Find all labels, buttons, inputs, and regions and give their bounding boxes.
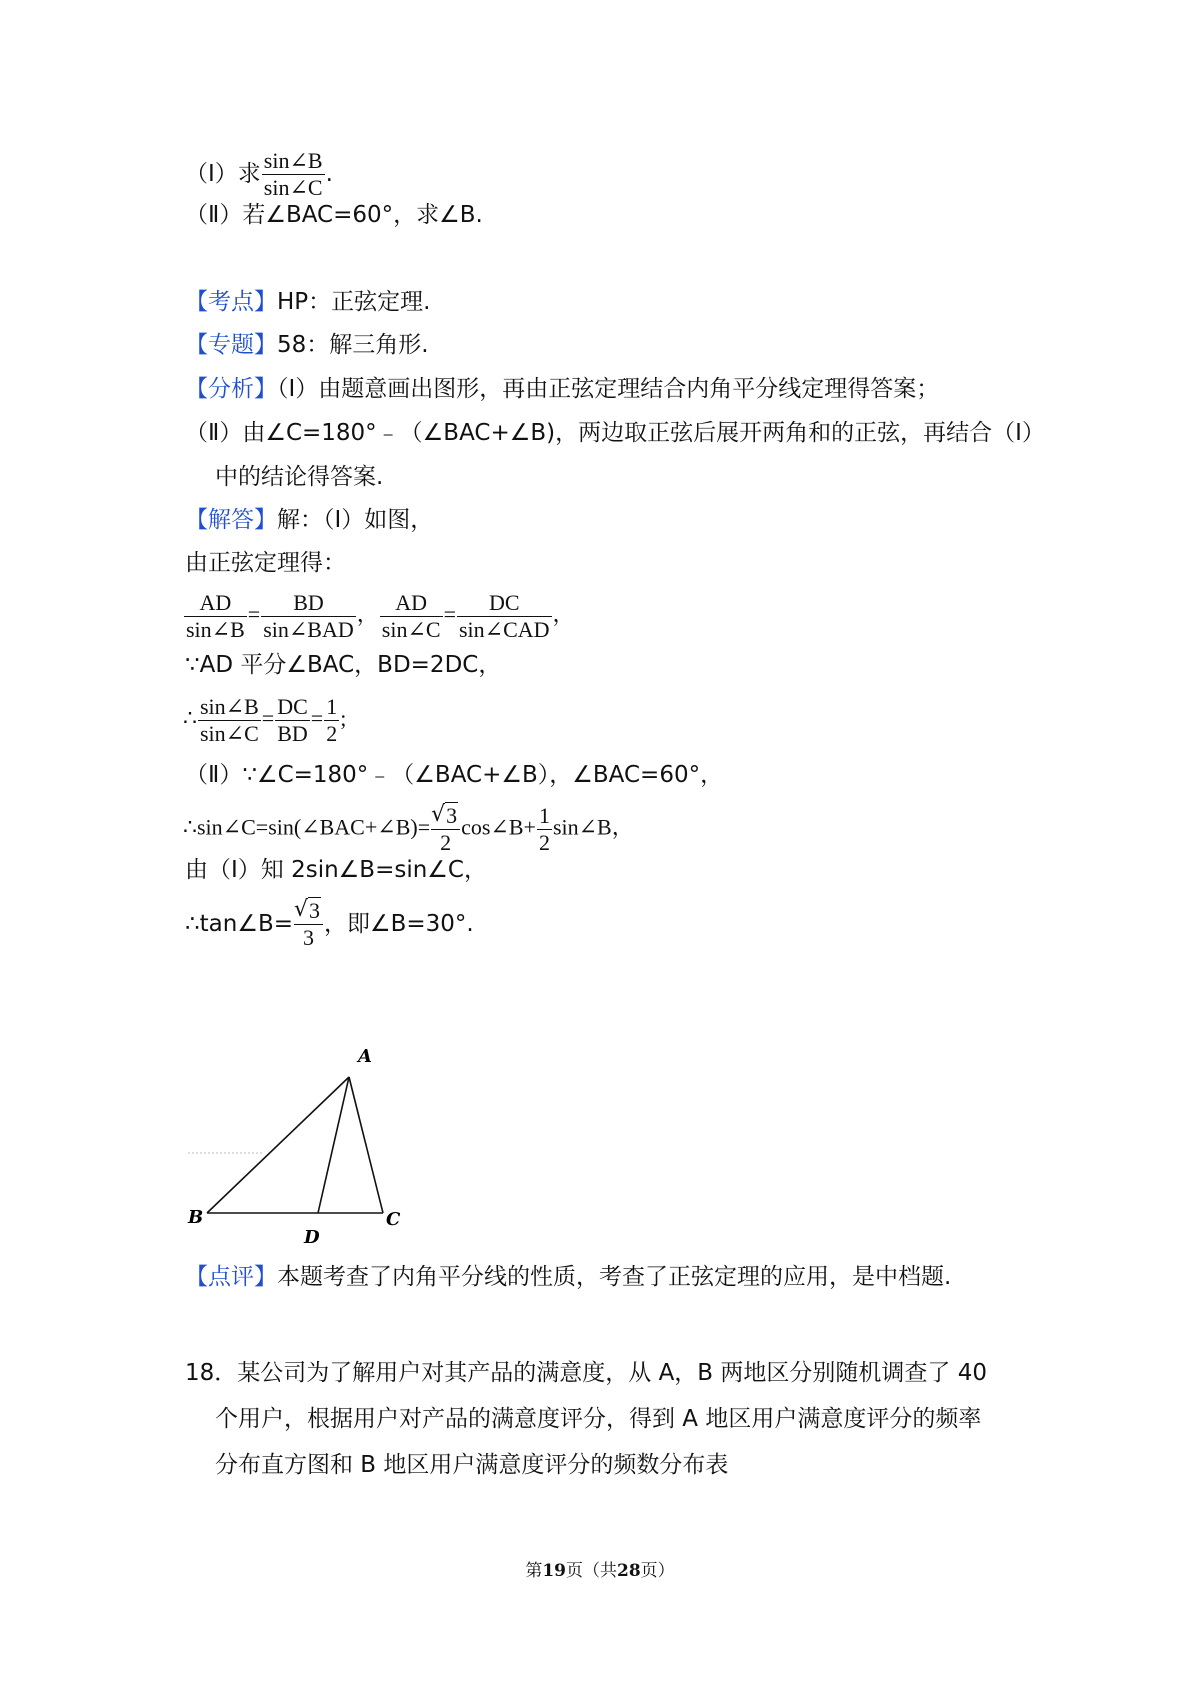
since-line: ∵AD 平分∠BAC，BD=2DC，: [185, 652, 502, 678]
fraction-half: $\frac{1}{2}$: [538, 803, 550, 855]
side-AB: [207, 1077, 349, 1213]
fenxi-line3: 中的结论得答案.: [215, 464, 384, 490]
jieda-tag: 【解答】: [185, 507, 277, 533]
part2-solution-line: （Ⅱ）∵∠C=180°﹣（∠BAC+∠B），∠BAC=60°，: [185, 762, 724, 788]
fraction-AD-sinB: $\frac{AD}{\sin\angle B}$: [186, 590, 245, 642]
expand-line: ∴sin∠C=sin(∠BAC+∠B)= √ $\frac{3}{2}$ cos∠B+ $\frac{1}{2}$ sin∠B，: [183, 803, 634, 856]
part1-label: （Ⅰ）求: [185, 161, 261, 187]
fraction-sqrt3-over-2: √ $\frac{3}{2}$: [431, 803, 460, 856]
dianping-tag: 【点评】: [185, 1264, 277, 1290]
side-AC: [349, 1077, 383, 1213]
fenxi-tag: 【分析】: [185, 376, 277, 402]
vertex-label-A: A: [358, 1046, 372, 1067]
page-footer: 第19页（共28页）: [525, 1561, 675, 1581]
know-line: 由（Ⅰ）知 2sin∠B=sin∠C，: [185, 857, 487, 883]
zhuanti-line: 【专题】58：解三角形.: [185, 332, 429, 358]
fraction-sinB-sinC: $\frac{\sin\angle B}{\sin\angle C}$: [263, 148, 323, 200]
q18-line1: 18．某公司为了解用户对其产品的满意度，从 A，B 两地区分别随机调查了 40: [185, 1360, 987, 1386]
vertex-label-B: B: [188, 1207, 204, 1228]
question-part2: （Ⅱ）若∠BAC=60°，求∠B.: [185, 202, 483, 228]
fenxi-line2: （Ⅱ）由∠C=180°﹣（∠BAC+∠B)，两边取正弦后展开两角和的正弦，再结合（Ⅰ）: [185, 420, 1045, 446]
fraction-ratio-sin: $\frac{\sin\angle B}{\sin\angle C}$: [200, 694, 259, 746]
fraction-sqrt3-over-3: √ $\frac{3}{3}$: [294, 898, 323, 951]
bisector-AD: [318, 1077, 349, 1213]
sine-law-equations: $\frac{AD}{\sin\angle B}$ = $\frac{BD}{\text{sin∠BAD}}$ ， $\frac{AD}{\sin\angle C}$ = $\frac{DC}{\text{sin∠CAD}}$ ，: [186, 590, 575, 642]
sine-law-line: 由正弦定理得：: [185, 550, 346, 576]
tan-line: ∴tan∠B= √ $\frac{3}{3}$ ，即∠B=30°.: [185, 898, 474, 951]
jieda-line: 【解答】解：（Ⅰ）如图，: [185, 507, 434, 533]
fraction-AD-sinC: $\frac{AD}{\sin\angle C}$: [381, 590, 441, 642]
fraction-DC-BD: $\frac{DC}{BD}$: [277, 694, 308, 746]
fraction-BD-sinBAD: $\frac{BD}{\text{sin∠BAD}}$: [263, 590, 354, 642]
fraction-one-half: $\frac{1}{2}$: [326, 694, 338, 746]
vertex-label-C: C: [386, 1209, 401, 1230]
kaodian-line: 【考点】HP：正弦定理.: [185, 289, 431, 315]
fenxi-line1: 【分析】（Ⅰ）由题意画出图形，再由正弦定理结合内角平分线定理得答案；: [185, 376, 940, 402]
ratio-line: ∴ $\frac{\sin\angle B}{\sin\angle C}$ = $\frac{DC}{BD}$ = $\frac{1}{2}$ ;: [183, 694, 347, 746]
dianping-line: 【点评】本题考查了内角平分线的性质，考查了正弦定理的应用，是中档题.: [185, 1264, 952, 1290]
zhuanti-tag: 【专题】: [185, 332, 277, 358]
q18-line2: 个用户，根据用户对产品的满意度评分，得到 A 地区用户满意度评分的频率: [215, 1406, 982, 1432]
kaodian-tag: 【考点】: [185, 289, 277, 315]
fraction-DC-sinCAD: $\frac{DC}{\text{sin∠CAD}}$: [458, 590, 550, 642]
q18-line3: 分布直方图和 B 地区用户满意度评分的频数分布表: [215, 1452, 729, 1478]
page-number: 19: [542, 1561, 566, 1581]
vertex-label-D: D: [304, 1227, 320, 1248]
page-total: 28: [617, 1561, 641, 1581]
question-part1: （Ⅰ）求 $\frac{\sin\angle B}{\sin\angle C}$ .: [185, 148, 333, 200]
